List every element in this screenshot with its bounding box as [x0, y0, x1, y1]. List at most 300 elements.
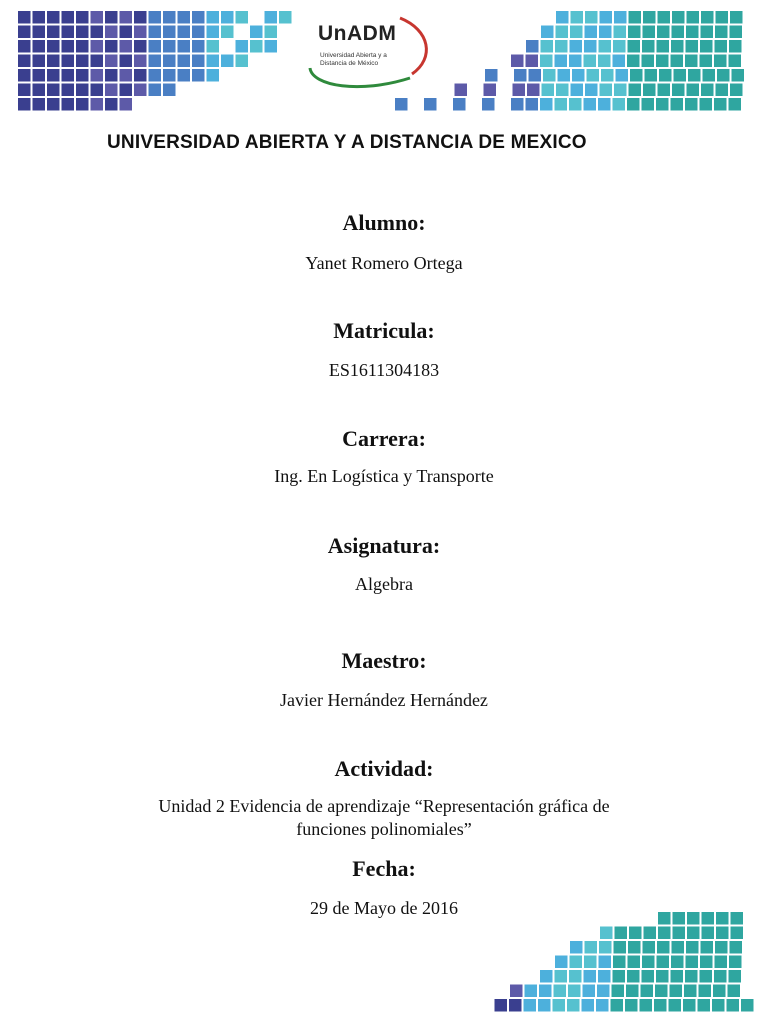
- mosaic-square: [717, 69, 730, 82]
- mosaic-square: [513, 84, 526, 97]
- mosaic-square: [611, 999, 624, 1012]
- mosaic-square: [600, 11, 613, 24]
- mosaic-square: [526, 55, 539, 68]
- mosaic-square: [715, 956, 728, 969]
- mosaic-square: [616, 69, 629, 82]
- mosaic-square: [76, 69, 89, 82]
- mosaic-square: [699, 985, 712, 998]
- mosaic-square: [642, 970, 655, 983]
- mosaic-square: [714, 55, 727, 68]
- mosaic-square: [221, 55, 234, 68]
- mosaic-square: [628, 40, 641, 53]
- mosaic-square: [511, 98, 524, 111]
- actividad-label: Actividad:: [334, 756, 434, 781]
- mosaic-square: [585, 941, 598, 954]
- mosaic-square: [236, 11, 249, 24]
- mosaic-square: [716, 927, 729, 940]
- mosaic-square: [279, 11, 292, 24]
- mosaic-square: [91, 55, 104, 68]
- mosaic-square: [163, 84, 176, 97]
- mosaic-square: [207, 26, 220, 39]
- mosaic-square: [627, 98, 640, 111]
- asignatura-label: Asignatura:: [327, 533, 441, 558]
- fecha-value: 29 de Mayo de 2016: [310, 898, 458, 918]
- mosaic-square: [91, 69, 104, 82]
- mosaic-square: [728, 985, 741, 998]
- mosaic-square: [627, 55, 640, 68]
- mosaic-square: [642, 98, 655, 111]
- mosaic-square: [149, 55, 162, 68]
- mosaic-square: [120, 69, 133, 82]
- mosaic-square: [192, 26, 205, 39]
- mosaic-square: [163, 11, 176, 24]
- mosaic-square: [76, 55, 89, 68]
- mosaic-square: [105, 55, 118, 68]
- mosaic-square: [120, 55, 133, 68]
- mosaic-square: [91, 11, 104, 24]
- mosaic-square: [585, 11, 598, 24]
- mosaic-square: [33, 11, 46, 24]
- mosaic-square: [236, 40, 249, 53]
- mosaic-square: [120, 26, 133, 39]
- mosaic-square: [712, 999, 725, 1012]
- mosaic-square: [658, 927, 671, 940]
- mosaic-square: [741, 999, 754, 1012]
- mosaic-square: [538, 999, 551, 1012]
- asignatura-value: Algebra: [355, 574, 413, 594]
- mosaic-square: [569, 970, 582, 983]
- mosaic-square: [703, 69, 716, 82]
- mosaic-square: [729, 98, 742, 111]
- mosaic-square: [105, 84, 118, 97]
- mosaic-square: [685, 55, 698, 68]
- mosaic-square: [585, 84, 598, 97]
- mosaic-square: [656, 970, 669, 983]
- mosaic-square: [670, 985, 683, 998]
- mosaic-square: [526, 98, 539, 111]
- actividad-value-line1: Unidad 2 Evidencia de aprendizaje “Representación gráfica de: [158, 796, 610, 816]
- mosaic-square: [62, 26, 75, 39]
- mosaic-square: [571, 11, 584, 24]
- mosaic-square: [526, 40, 539, 53]
- mosaic-square: [250, 26, 263, 39]
- mosaic-square: [698, 999, 711, 1012]
- mosaic-square: [76, 40, 89, 53]
- mosaic-square: [685, 970, 698, 983]
- mosaic-square: [120, 98, 133, 111]
- mosaic-square: [163, 55, 176, 68]
- mosaic-square: [688, 69, 701, 82]
- mosaic-square: [395, 98, 408, 111]
- mosaic-square: [656, 98, 669, 111]
- mosaic-square: [134, 84, 147, 97]
- mosaic-square: [628, 26, 641, 39]
- maestro-label: Maestro:: [341, 648, 427, 673]
- mosaic-square: [455, 84, 468, 97]
- mosaic-square: [672, 941, 685, 954]
- mosaic-square: [514, 69, 527, 82]
- mosaic-square: [192, 40, 205, 53]
- mosaic-square: [221, 11, 234, 24]
- mosaic-square: [673, 927, 686, 940]
- mosaic-square: [656, 55, 669, 68]
- mosaic-square: [570, 40, 583, 53]
- carrera-label: Carrera:: [342, 426, 426, 451]
- mosaic-square: [485, 69, 498, 82]
- mosaic-square: [553, 999, 566, 1012]
- mosaic-square: [91, 98, 104, 111]
- mosaic-square: [730, 941, 743, 954]
- mosaic-square: [555, 970, 568, 983]
- mosaic-square: [615, 927, 628, 940]
- mosaic-square: [584, 55, 597, 68]
- mosaic-square: [614, 26, 627, 39]
- mosaic-square: [207, 55, 220, 68]
- mosaic-square: [716, 11, 729, 24]
- maestro-value: Javier Hernández Hernández: [280, 690, 488, 710]
- mosaic-square: [585, 26, 598, 39]
- mosaic-square: [687, 11, 700, 24]
- mosaic-square: [599, 956, 612, 969]
- mosaic-square: [642, 956, 655, 969]
- mosaic-square: [91, 84, 104, 97]
- mosaic-square: [614, 11, 627, 24]
- mosaic-square: [672, 84, 685, 97]
- mosaic-square: [33, 26, 46, 39]
- mosaic-square: [18, 98, 31, 111]
- mosaic-square: [614, 941, 627, 954]
- logo-title: UnADM: [318, 22, 397, 45]
- mosaic-square: [614, 84, 627, 97]
- mosaic-square: [716, 84, 729, 97]
- mosaic-square: [149, 84, 162, 97]
- mosaic-square: [556, 84, 569, 97]
- mosaic-square: [657, 956, 670, 969]
- mosaic-square: [163, 40, 176, 53]
- mosaic-square: [672, 26, 685, 39]
- mosaic-square: [642, 40, 655, 53]
- mosaic-square: [178, 40, 191, 53]
- mosaic-square: [613, 970, 626, 983]
- mosaic-square: [105, 98, 118, 111]
- mosaic-square: [265, 11, 278, 24]
- mosaic-square: [18, 11, 31, 24]
- mosaic-square: [657, 941, 670, 954]
- mosaic-square: [33, 98, 46, 111]
- mosaic-square: [628, 956, 641, 969]
- mosaic-square: [643, 11, 656, 24]
- mosaic-square: [644, 927, 657, 940]
- mosaic-square: [599, 26, 612, 39]
- mosaic-square: [687, 84, 700, 97]
- mosaic-square: [645, 69, 658, 82]
- mosaic-square: [655, 985, 668, 998]
- university-title: UNIVERSIDAD ABIERTA Y A DISTANCIA DE MEXICO: [107, 132, 587, 153]
- mosaic-square: [657, 40, 670, 53]
- mosaic-square: [613, 98, 626, 111]
- mosaic-square: [643, 941, 656, 954]
- mosaic-square: [105, 69, 118, 82]
- mosaic-square: [700, 970, 713, 983]
- mosaic-square: [47, 55, 60, 68]
- mosaic-square: [540, 98, 553, 111]
- mosaic-square: [91, 26, 104, 39]
- mosaic-square: [76, 84, 89, 97]
- mosaic-square: [105, 26, 118, 39]
- mosaic-square: [715, 941, 728, 954]
- mosaic-square: [671, 40, 684, 53]
- mosaic-square: [701, 11, 714, 24]
- mosaic-square: [62, 55, 75, 68]
- mosaic-square: [134, 55, 147, 68]
- mosaic-square: [570, 956, 583, 969]
- mosaic-square: [583, 985, 596, 998]
- mosaic-square: [62, 84, 75, 97]
- mosaic-square: [613, 55, 626, 68]
- carrera-value: Ing. En Logística y Transporte: [274, 466, 494, 486]
- mosaic-square: [120, 84, 133, 97]
- mosaic-square: [587, 69, 600, 82]
- mosaic-square: [178, 55, 191, 68]
- mosaic-square: [715, 26, 728, 39]
- mosaic-square: [671, 970, 684, 983]
- mosaic-square: [701, 26, 714, 39]
- mosaic-square: [584, 970, 597, 983]
- mosaic-square: [729, 970, 742, 983]
- mosaic-square: [674, 69, 687, 82]
- mosaic-square: [567, 999, 580, 1012]
- mosaic-square: [47, 69, 60, 82]
- mosaic-square: [598, 55, 611, 68]
- mosaic-square: [702, 927, 715, 940]
- mosaic-square: [134, 11, 147, 24]
- mosaic-square: [629, 11, 642, 24]
- mosaic-square: [659, 69, 672, 82]
- mosaic-square: [658, 11, 671, 24]
- mosaic-square: [178, 26, 191, 39]
- mosaic-square: [134, 69, 147, 82]
- mosaic-square: [730, 11, 743, 24]
- mosaic-square: [596, 999, 609, 1012]
- mosaic-square: [47, 98, 60, 111]
- mosaic-square: [163, 69, 176, 82]
- mosaic-square: [62, 98, 75, 111]
- mosaic-square: [625, 999, 638, 1012]
- mosaic-square: [613, 40, 626, 53]
- mosaic-square: [250, 40, 263, 53]
- mosaic-square: [626, 985, 639, 998]
- unadm-logo: [300, 8, 440, 98]
- mosaic-square: [149, 40, 162, 53]
- mosaic-square: [685, 98, 698, 111]
- mosaic-square: [207, 69, 220, 82]
- mosaic-square: [571, 84, 584, 97]
- mosaic-square: [482, 98, 495, 111]
- mosaic-square: [727, 999, 740, 1012]
- mosaic-square: [731, 927, 744, 940]
- mosaic-square: [613, 956, 626, 969]
- mosaic-square: [33, 55, 46, 68]
- mosaic-square: [76, 98, 89, 111]
- mosaic-square: [62, 11, 75, 24]
- mosaic-square: [568, 985, 581, 998]
- mosaic-square: [687, 927, 700, 940]
- mosaic-square: [47, 84, 60, 97]
- mosaic-square: [76, 26, 89, 39]
- mosaic-square: [424, 98, 437, 111]
- mosaic-square: [642, 55, 655, 68]
- mosaic-square: [47, 11, 60, 24]
- mosaic-square: [18, 40, 31, 53]
- mosaic-square: [628, 941, 641, 954]
- mosaic-square: [510, 985, 523, 998]
- mosaic-square: [599, 941, 612, 954]
- alumno-label: Alumno:: [342, 210, 426, 235]
- mosaic-square: [192, 55, 205, 68]
- mosaic-square: [582, 999, 595, 1012]
- mosaic-square: [18, 84, 31, 97]
- mosaic-square: [627, 970, 640, 983]
- mosaic-square: [612, 985, 625, 998]
- mosaic-square: [47, 40, 60, 53]
- mosaic-square: [683, 999, 696, 1012]
- mosaic-square: [700, 98, 713, 111]
- mosaic-square: [672, 11, 685, 24]
- mosaic-square: [33, 69, 46, 82]
- mosaic-square: [192, 11, 205, 24]
- alumno-value: Yanet Romero Ortega: [305, 253, 463, 273]
- mosaic-square: [76, 11, 89, 24]
- mosaic-square: [570, 941, 583, 954]
- mosaic-square: [597, 985, 610, 998]
- mosaic-square: [555, 40, 568, 53]
- mosaic-square: [105, 11, 118, 24]
- mosaic-square: [149, 69, 162, 82]
- mosaic-square: [18, 69, 31, 82]
- mosaic-square: [529, 69, 542, 82]
- mosaic-square: [134, 40, 147, 53]
- mosaic-square: [671, 98, 684, 111]
- mosaic-square: [495, 999, 508, 1012]
- mosaic-square: [686, 956, 699, 969]
- mosaic-square: [730, 26, 743, 39]
- mosaic-square: [729, 956, 742, 969]
- mosaic-square: [643, 84, 656, 97]
- matricula-label: Matricula:: [333, 318, 435, 343]
- mosaic-square: [729, 55, 742, 68]
- mosaic-square: [684, 985, 697, 998]
- mosaic-square: [658, 84, 671, 97]
- mosaic-square: [715, 40, 728, 53]
- mosaic-square: [629, 84, 642, 97]
- mosaic-square: [701, 941, 714, 954]
- mosaic-square: [541, 26, 554, 39]
- mosaic-square: [569, 98, 582, 111]
- mosaic-square: [669, 999, 682, 1012]
- mosaic-square: [686, 26, 699, 39]
- mosaic-square: [714, 970, 727, 983]
- mosaic-square: [105, 40, 118, 53]
- mosaic-square: [541, 40, 554, 53]
- mosaic-square: [572, 69, 585, 82]
- mosaic-square: [600, 927, 613, 940]
- mosaic-square: [178, 69, 191, 82]
- mosaic-square: [178, 11, 191, 24]
- mosaic-square: [671, 956, 684, 969]
- mosaic-square: [598, 98, 611, 111]
- mosaic-square: [33, 40, 46, 53]
- fecha-label: Fecha:: [352, 856, 416, 881]
- mosaic-square: [599, 40, 612, 53]
- actividad-value-line2: funciones polinomiales”: [296, 819, 472, 839]
- mosaic-square: [671, 55, 684, 68]
- mosaic-square: [149, 26, 162, 39]
- mosaic-square: [555, 55, 568, 68]
- mosaic-square: [554, 985, 567, 998]
- mosaic-square: [265, 40, 278, 53]
- mosaic-square: [33, 84, 46, 97]
- mosaic-square: [207, 40, 220, 53]
- mosaic-square: [556, 11, 569, 24]
- mosaic-square: [657, 26, 670, 39]
- mosaic-square: [47, 26, 60, 39]
- mosaic-square: [120, 11, 133, 24]
- mosaic-square: [540, 970, 553, 983]
- mosaic-square: [511, 55, 524, 68]
- mosaic-square: [630, 69, 643, 82]
- mosaic-square: [641, 985, 654, 998]
- mosaic-square: [584, 98, 597, 111]
- mosaic-square: [714, 98, 727, 111]
- mosaic-square: [640, 999, 653, 1012]
- mosaic-square: [732, 69, 745, 82]
- mosaic-square: [729, 40, 742, 53]
- mosaic-square: [149, 11, 162, 24]
- mosaic-square: [18, 55, 31, 68]
- mosaic-square: [236, 55, 249, 68]
- mosaic-square: [18, 26, 31, 39]
- mosaic-square: [600, 84, 613, 97]
- mosaic-square: [509, 999, 522, 1012]
- mosaic-square: [570, 26, 583, 39]
- mosaic-square: [527, 84, 540, 97]
- mosaic-square: [62, 69, 75, 82]
- mosaic-square: [163, 26, 176, 39]
- mosaic-square: [555, 956, 568, 969]
- mosaic-square: [524, 999, 537, 1012]
- mosaic-square: [700, 40, 713, 53]
- mosaic-square: [91, 40, 104, 53]
- mosaic-square: [221, 26, 234, 39]
- mosaic-square: [598, 970, 611, 983]
- logo-subtitle: Universidad Abierta y a Distancia de México: [320, 52, 387, 67]
- mosaic-square: [730, 84, 743, 97]
- mosaic-square: [643, 26, 656, 39]
- mosaic-square: [120, 40, 133, 53]
- matricula-value: ES1611304183: [328, 360, 440, 380]
- mosaic-square: [525, 985, 538, 998]
- mosaic-square: [686, 40, 699, 53]
- mosaic-square: [701, 84, 714, 97]
- mosaic-square: [601, 69, 614, 82]
- mosaic-square: [192, 69, 205, 82]
- mosaic-square: [540, 55, 553, 68]
- mosaic-square: [484, 84, 497, 97]
- mosaic-square: [629, 927, 642, 940]
- mosaic-square: [207, 11, 220, 24]
- mosaic-square: [558, 69, 571, 82]
- mosaic-square: [713, 985, 726, 998]
